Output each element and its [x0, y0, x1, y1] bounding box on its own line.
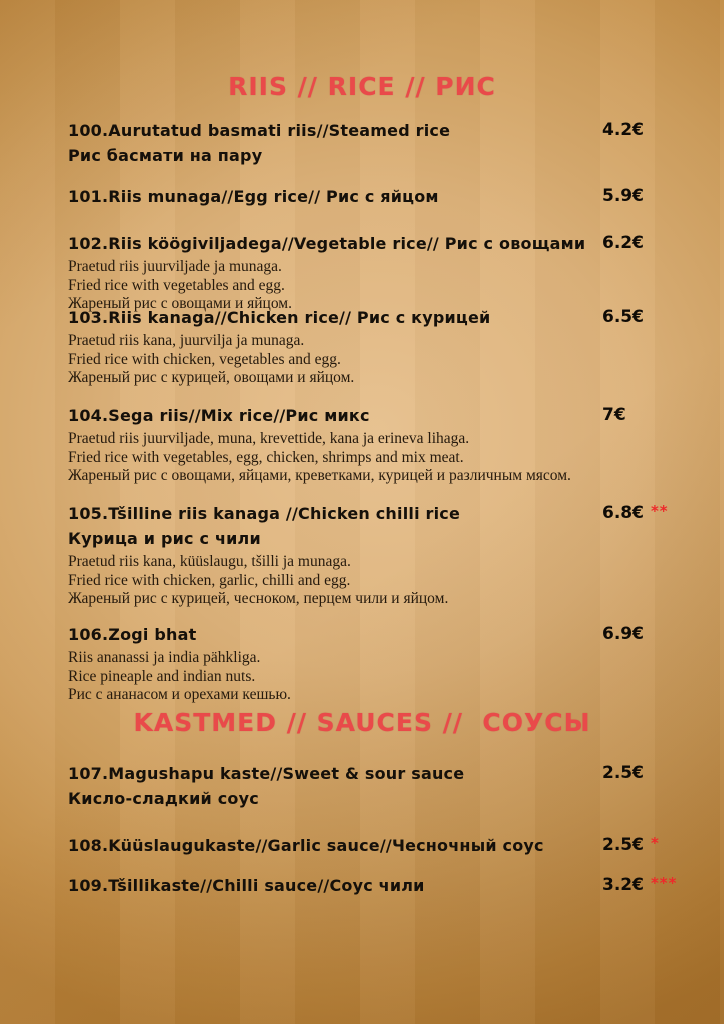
- menu-item-107: [0, 761, 724, 811]
- price-value: 7€: [602, 405, 626, 425]
- item-price: [602, 403, 633, 428]
- menu-item-102: [0, 231, 724, 314]
- menu-item-101: [0, 184, 724, 209]
- desc-line-ru: Жареный рис с овощами и яйцом.: [68, 295, 292, 312]
- desc-line-en: Fried rice with vegetables and egg.: [68, 276, 285, 294]
- desc-line-ru: Жареный рис с курицей, овощами и яйцом.: [68, 369, 355, 386]
- price-value: 3.2€: [602, 875, 644, 895]
- item-price: [602, 501, 669, 526]
- spice-stars: ***: [650, 874, 678, 892]
- desc-line-et: Praetud riis juurviljade ja munaga.: [68, 258, 282, 275]
- item-price: [602, 184, 651, 209]
- price-value: 4.2€: [602, 120, 644, 140]
- item-title: 109.Tšillikaste//Chilli sauce//Соус чили: [68, 876, 425, 895]
- menu-item-105: [0, 501, 724, 609]
- item-title: 107.Magushapu kaste//Sweet & sour sauce: [68, 764, 465, 783]
- section-heading-sauces: KASTMED // SAUCES // СОУСЫ: [133, 708, 591, 737]
- item-price: [602, 231, 651, 256]
- item-price: [602, 622, 651, 647]
- menu-item-100: [0, 118, 724, 168]
- item-title-line2: Курица и рис с чили: [68, 529, 261, 548]
- item-title: 104.Sega riis//Mix rice//Рис микс: [68, 406, 370, 425]
- price-value: 6.2€: [602, 233, 644, 253]
- spice-stars: *: [650, 834, 660, 852]
- spice-stars: **: [650, 502, 669, 520]
- section-heading-rice: RIIS // RICE // РИС: [228, 72, 496, 101]
- desc-line-en: Rice pineaple and indian nuts.: [68, 667, 256, 685]
- item-title-line2: Рис басмати на пару: [68, 146, 263, 165]
- desc-line-ru: Жареный рис с овощами, яйцами, креветками, курицей и различным мясом.: [68, 467, 571, 484]
- price-value: 6.8€: [602, 503, 644, 523]
- item-description: [68, 430, 608, 486]
- item-description: [68, 649, 608, 705]
- desc-line-en: Fried rice with chicken, vegetables and egg.: [68, 350, 341, 368]
- menu-item-108: [0, 833, 724, 858]
- menu-item-106: [0, 622, 724, 705]
- desc-line-en: Fried rice with chicken, garlic, chilli and egg.: [68, 571, 351, 589]
- price-value: 6.5€: [602, 307, 644, 327]
- desc-line-et: Praetud riis kana, juurvilja ja munaga.: [68, 332, 305, 349]
- menu-item-104: [0, 403, 724, 486]
- item-title: 105.Tšilline riis kanaga //Chicken chilli rice: [68, 504, 461, 523]
- item-title: 101.Riis munaga//Egg rice// Рис с яйцом: [68, 187, 439, 206]
- desc-line-et: Riis ananassi ja india pähkliga.: [68, 649, 261, 666]
- item-title: 100.Aurutatud basmati riis//Steamed rice: [68, 121, 451, 140]
- item-price: [602, 305, 651, 330]
- desc-line-en: Fried rice with vegetables, egg, chicken, shrimps and mix meat.: [68, 448, 464, 466]
- item-title: 103.Riis kanaga//Chicken rice// Рис с курицей: [68, 308, 491, 327]
- item-price: [602, 761, 651, 786]
- price-value: 2.5€: [602, 835, 644, 855]
- item-title: 102.Riis köögiviljadega//Vegetable rice// Рис с овощами: [68, 234, 586, 253]
- desc-line-ru: Жареный рис с курицей, чесноком, перцем чили и яйцом.: [68, 590, 449, 607]
- menu-item-103: [0, 305, 724, 388]
- item-title: 106.Zogi bhat: [68, 625, 197, 644]
- price-value: 5.9€: [602, 186, 644, 206]
- item-description: [68, 332, 608, 388]
- item-price: [602, 873, 678, 898]
- item-price: [602, 833, 660, 858]
- menu-item-109: [0, 873, 724, 898]
- desc-line-et: Praetud riis juurviljade, muna, krevettide, kana ja erineva lihaga.: [68, 430, 470, 447]
- price-value: 2.5€: [602, 763, 644, 783]
- price-value: 6.9€: [602, 624, 644, 644]
- item-title-line2: Кисло-сладкий соус: [68, 789, 259, 808]
- item-description: [68, 553, 608, 609]
- desc-line-ru: Рис с ананасом и орехами кешью.: [68, 686, 291, 703]
- item-title: 108.Küüslaugukaste//Garlic sauce//Чесночный соус: [68, 836, 544, 855]
- item-price: [602, 118, 651, 143]
- desc-line-et: Praetud riis kana, küüslaugu, tšilli ja munaga.: [68, 553, 351, 570]
